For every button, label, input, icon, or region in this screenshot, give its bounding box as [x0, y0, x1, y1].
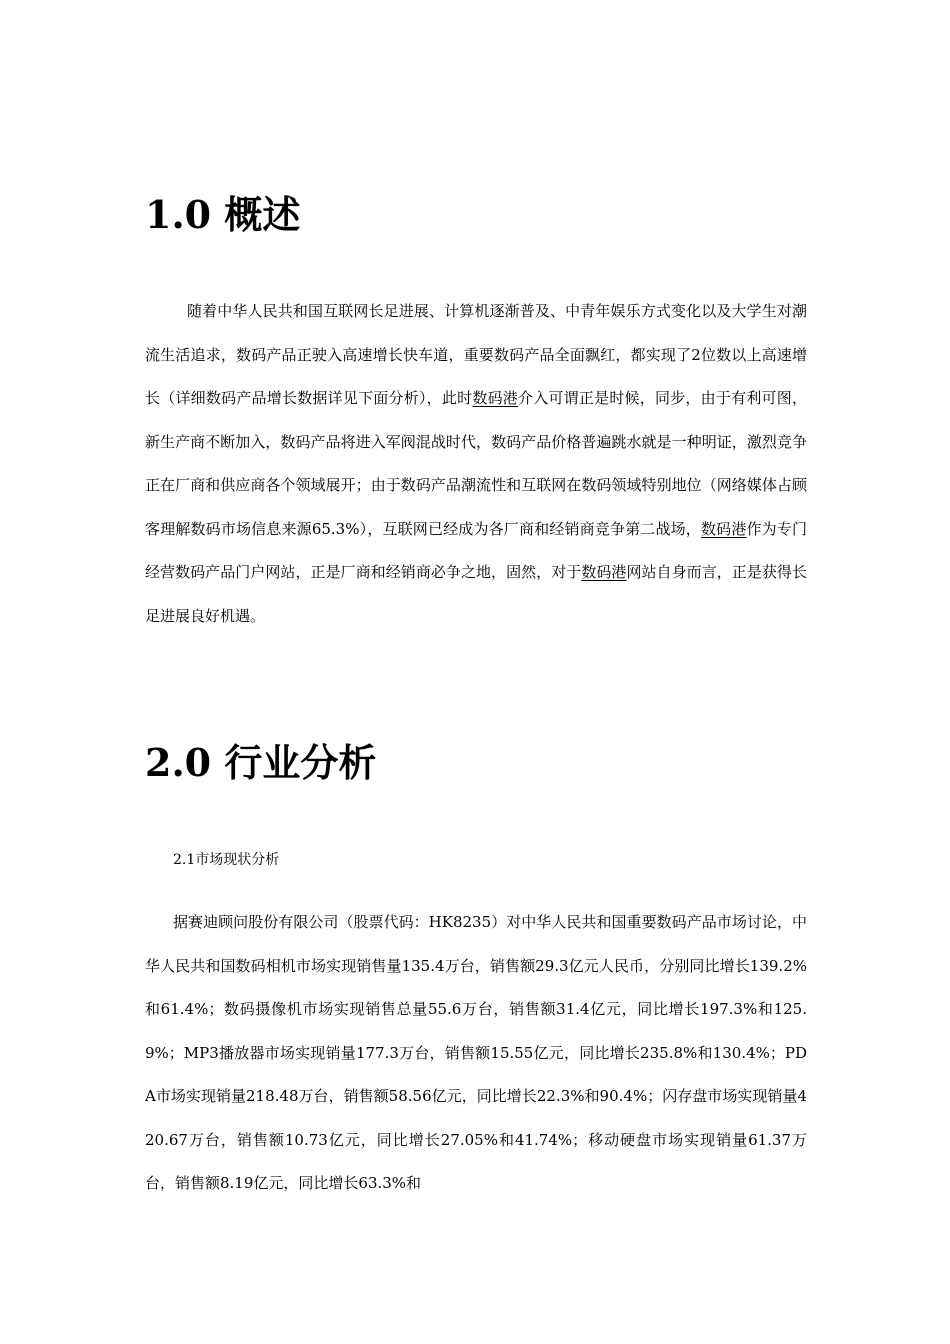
subsection-heading-market-status: 2.1市场现状分析 — [173, 852, 280, 868]
shumagang-link[interactable]: 数码港 — [581, 563, 627, 581]
shumagang-link[interactable]: 数码港 — [700, 519, 747, 538]
section-heading-industry-analysis: 2.0 行业分析 — [145, 740, 377, 785]
paragraph-text: 网站自身而言，正是获得长足进展良好机遇。 — [145, 563, 807, 625]
paragraph-text: 介入可谓正是时候，同步，由于有利可图，新生产商不断加入，数码产品将进入军阀混战时代，数码产品价格普遍跳水就是一种明证，激烈竞争正在厂商和供应商各个领域展开；由于数码产品潮流性和互联网在数码领域特别地位（网络媒体占顾客理解数码市场信息来源65.3%），互联网已经成为各厂商和经销商竞争第二战场， — [145, 389, 807, 538]
shumagang-link[interactable]: 数码港 — [472, 389, 519, 407]
market-analysis-paragraph: 据赛迪顾问股份有限公司（股票代码：HK8235）对中华人民共和国重要数码产品市场讨论，中华人民共和国数码相机市场实现销售量135.4万台，销售额29.3亿元人民币，分别同比增长139.2%和61.4%；数码摄像机市场实现销售总量55.6万台，销售额31.4亿元，同比增长197.3%和125.9%；MP3播放器市场实现销量177.3万台，销售额15.55亿元，同比增长235.8%和130.4%；PDA市场实现销量218.48万台，销售额58.56亿元，同比增长22.3%和90.4%；闪存盘市场实现销量420.67万台，销售额10.73亿元，同比增长27.05%和41.74%；移动硬盘市场实现销量61.37万台，销售额8.19亿元，同比增长63.3%和 — [145, 913, 807, 1192]
paragraph-text: 随着中华人民共和国互联网长足进展、计算机逐渐普及、中青年娱乐方式变化以及大学生对潮流生活追求，数码产品正驶入高速增长快车道，重要数码产品全面飘红，都实现了2位数以上高速增长（详细数码产品增长数据详见下面分析），此时 — [145, 302, 807, 407]
overview-paragraph — [145, 290, 807, 638]
section-heading-overview: 1.0 概述 — [145, 192, 301, 237]
paragraph-text: 作为专门经营数码产品门户网站，正是厂商和经销商必争之地，固然，对于 — [145, 519, 807, 581]
